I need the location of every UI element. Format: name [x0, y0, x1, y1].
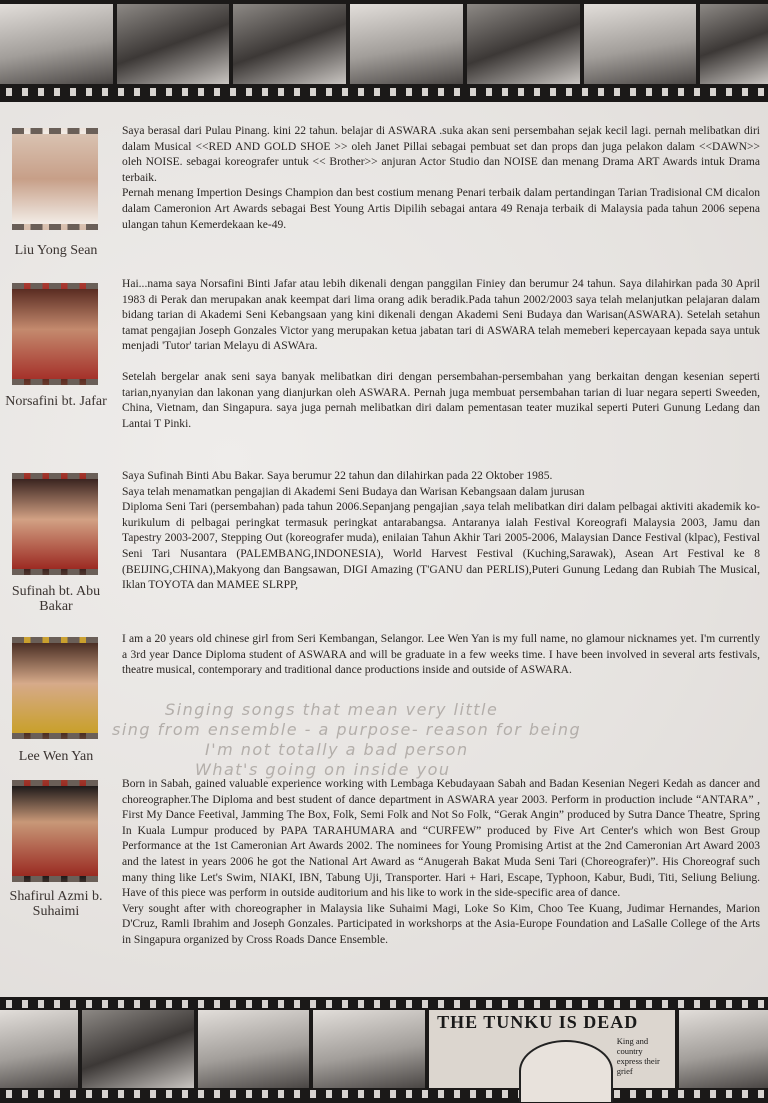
top-film-strip: [0, 0, 768, 102]
handwriting-line: What's going on inside you: [195, 760, 451, 779]
bio-paragraph: Diploma Seni Tari (persembahan) pada tahun 2006.Sepanjang pengajian ,saya telah melibatkan diri dalam pelbagai aktiviti akademik ko-kurikulum di pelbagai peringkat termasuk peringkat antarabangsa. Antaranya ialah Festival Koreografi Malaysia 2003, Jamu dan Tapestry 2003-2007, Stepping Out (koreografer muda), enilaian Tahun Akhir Tari 2005-2006, Malaysian Dance Festival (klpac), Festival Seni Tari Nusantara (PALEMBANG,INDONESIA), World Harvest Festival (Kuching,Sarawak), Asean Art Festival ke 8 (BEIJING,CHINA),Makyong dan Bangsawan, DIGI Amazing (T'GANU dan PERLIS),Puteri Gunung Ledang dan Rubiah The Musical, Iklan TOYOTA dan MAMEE SLRPP,: [122, 501, 760, 592]
portrait-photo: [12, 780, 98, 882]
portrait-photo: [12, 283, 98, 385]
portrait-drawing: [519, 1040, 613, 1102]
bio-paragraph: I am a 20 years old chinese girl from Seri Kembangan, Selangor. Lee Wen Yan is my full name, no glamour nicknames yet. I'm currently a 3rd year Dance Diploma student of ASWARA and will be graduate in a few weeks time. I have been involved in several arts festivals, theatre musical, contemporary and traditional dance productions inside and outside of ASWARA.: [122, 633, 760, 677]
profile-name: Sufinah bt. Abu Bakar: [11, 584, 101, 614]
profile-bio: [122, 277, 760, 432]
bio-paragraph: Very sought after with choreographer in Malaysia like Suhaimi Magi, Loke So Kim, Choo Tee Kuang, Judimar Hernandes, Marion D'Cruz, Ramli Ibrahim and Joseph Gonzales. Participated in workshorps at the Asia-Europe Foundation and LaSalle College of the Arts in Singapura organized by Cross Roads Dance Ensemble.: [122, 902, 760, 946]
handwriting-line: sing from ensemble - a purpose- reason for being: [112, 720, 582, 739]
newspaper-headline: THE TUNKU IS DEAD: [437, 1012, 639, 1032]
film-photo: [313, 1010, 425, 1088]
film-photo: [117, 4, 230, 84]
profile-bio: [122, 632, 760, 679]
film-photo: [82, 1010, 194, 1088]
handwriting-line: I'm not totally a bad person: [205, 740, 469, 759]
profile-name: Shafirul Azmi b. Suhaimi: [9, 889, 103, 919]
film-photo: [198, 1010, 310, 1088]
bio-paragraph: Saya berasal dari Pulau Pinang. kini 22 tahun. belajar di ASWARA .suka akan seni persembahan sejak kecil lagi. pernah melibatkan diri dalam Musical <<RED AND GOLD SHOE >> oleh Janet Pillai sebagai pembuat set dan props dan juga pelakon dalam <<DAWN>> oleh NOISE. sebagai koreografer untuk << Brother>> anjuran Actor Studio dan NOISE dan menang Drama ART Awards intuk Drama terbaik.: [122, 125, 760, 184]
bottom-film-strip: [0, 997, 768, 1103]
bio-paragraph: Setelah bergelar anak seni saya banyak melibatkan diri dengan persembahan-persembahan yang berkaitan dengan kesenian seperti tarian,nyanyian dan lakonan yang dianjurkan oleh ASWARA. Pernah juga membuat persembahan tarian di luar negara seperti Sweeden, China, Vietnam, dan Singapura. saya juga pernah melibatkan diri dalam pementasan teater muzikal seperti Puteri Gunung Ledang dan Lantai T Pinki.: [122, 370, 760, 430]
film-photo: [584, 4, 697, 84]
newspaper-clipping: [429, 1010, 675, 1088]
bio-paragraph: Born in Sabah, gained valuable experience working with Lembaga Kebudayaan Sabah and Badan Kesenian Negeri Kedah as dancer and choreographer.The Diploma and best student of dance department in ASWARA year 2003. Perform in production include “ANTARA” , First My Dance Feetival, Jamming The Box, Folk, Semi Folk and Not So Folk, “Gerak Angin” produced by Sutra Dance Theatre, Spring In Kuala Lumpur produced by PAPA TARAHUMARA and “CURFEW” produced by Five Art Center's which won Best Group Performance at the 1st Cameronian Art Awards 2002. The nominees for Young Promising Artist at the 2nd Cameronian Art Award 2003 and the latest in years 2006 he got the National Art Award as “Anugerah Bakat Muda Seni Tari (Choreografer)”. His Choreograf such many thing like Let's Swim, NIAKI, IBN, Tabung Uji, Transporter. Hari + Hari, Escape, Typhoon, Kabur, Budi, Titi, Seliung Beliung. Have of this piece was perform in outside auditorium and his like to work in the side-specific area of dance.: [122, 778, 760, 900]
bio-paragraph: Hai...nama saya Norsafini Binti Jafar atau lebih dikenali dengan panggilan Finiey dan berumur 24 tahun. Saya dilahirkan pada 30 April 1983 di Perak dan merupakan anak keempat dari lima orang adik beradik.Pada tahun 2002/2003 saya telah melanjutkan pelajaran dalam bidang tarian di Akademi Seni Kebangsaan yang kini dikenali dengan Akademi Seni Budaya dan Warisan(ASWARA). Setelah setahun tamat pengajian Joseph Gonzales Victor yang merupakan ketua jabatan tari di ASWARA telah memeberi kepercayaan kepada saya untuk menjadi 'Tutor' tarian Melayu di ASWAra.: [122, 278, 760, 353]
portrait-photo: [12, 473, 98, 575]
profile-name: Liu Yong Sean: [14, 243, 98, 258]
profile-name: Lee Wen Yan: [18, 749, 94, 764]
film-photo: [0, 4, 113, 84]
profile-bio: [122, 777, 760, 949]
bio-paragraph: Saya Sufinah Binti Abu Bakar. Saya berumur 22 tahun dan dilahirkan pada 22 Oktober 1985.: [122, 470, 553, 482]
film-photo: [700, 4, 768, 84]
film-photo: [233, 4, 346, 84]
profile-name: Norsafini bt. Jafar: [5, 394, 107, 409]
film-photo: [679, 1010, 768, 1088]
film-photo: [350, 4, 463, 84]
film-photo: [0, 1010, 78, 1088]
bio-paragraph: Pernah menang Impertion Desings Champion dan best costium menang Penari terbaik dalam pertandingan Tarian Tradisional CM dicalon dalam Cameronion Art Awards sebagai Best Young Artis Dipilih sebagai antara 49 Renaja terbaik di Malaysia pada tahun 2006 sepena ulangan tahun Kemerdekaan ke-49.: [122, 187, 760, 231]
portrait-photo: [12, 128, 98, 230]
handwriting-line: Singing songs that mean very little: [165, 700, 499, 719]
portrait-photo: [12, 637, 98, 739]
profile-bio: [122, 124, 760, 233]
bio-paragraph: Saya telah menamatkan pengajian di Akademi Seni Budaya dan Warisan Kebangsaan dalam jurusan: [122, 485, 585, 498]
film-photo: [467, 4, 580, 84]
profile-bio: [122, 469, 760, 594]
newspaper-subhead: King and country express their grief: [616, 1036, 660, 1076]
